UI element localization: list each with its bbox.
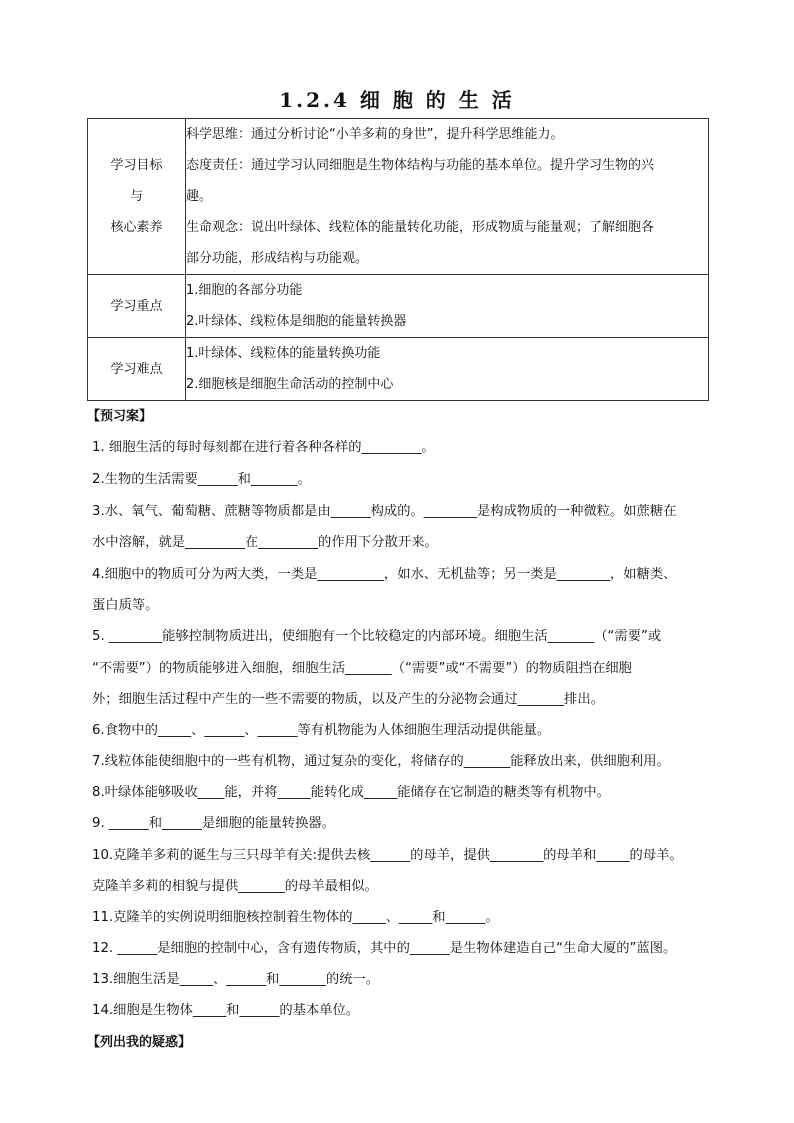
- question-line: 5. ________能够控制物质进出，使细胞有一个比较稳定的内部环境。细胞生活_______（“需要”或: [92, 629, 662, 644]
- page-title: 1.2.4 细 胞 的 生 活: [279, 88, 515, 112]
- question-line: 10.克隆羊多莉的诞生与三只母羊有关:提供去核______的母羊，提供________的母羊和_____的母羊。: [92, 848, 683, 863]
- question-line: 14.细胞是生物体_____和______的基本单位。: [92, 1003, 360, 1018]
- question-line: 外；细胞生活过程中产生的一些不需要的物质，以及产生的分泌物会通过_______排出。: [92, 692, 604, 707]
- question-line: 1. 细胞生活的每时每刻都在进行着各种各样的_________。: [92, 440, 435, 455]
- difficulties-body-cell: [186, 338, 709, 401]
- question-line: 8.叶绿体能够吸收____能，并将_____能转化成_____能储存在它制造的糖类等有机物中。: [92, 785, 610, 800]
- question-line: 2.生物的生活需要______和_______。: [92, 472, 311, 487]
- key-points-body-cell: [186, 275, 709, 338]
- difficulties-header-cell: [88, 338, 186, 401]
- question-line: 11.克隆羊的实例说明细胞核控制着生物体的_____、_____和______。: [92, 910, 499, 925]
- question-line: 3.水、氧气、葡萄糖、蔗糖等物质都是由______构成的。________是构成物质的一种微粒。如蔗糖在: [92, 504, 677, 519]
- goals-line: 生命观念：说出叶绿体、线粒体的能量转化功能，形成物质与能量观；了解细胞各: [186, 220, 655, 235]
- table-row-key-points: [88, 275, 709, 338]
- key-points-header-cell: [88, 275, 186, 338]
- question-line: 12. ______是细胞的控制中心，含有遗传物质，其中的______是生物体建造自己“生命大厦的”蓝图。: [92, 941, 677, 956]
- goals-line: 趣。: [186, 189, 213, 204]
- key-points-header: 学习重点: [110, 298, 163, 314]
- question-line: 4.细胞中的物质可分为两大类，一类是__________，如水、无机盐等；另一类是________，如糖类、: [92, 567, 677, 582]
- question-line: 9. ______和______是细胞的能量转换器。: [92, 816, 335, 831]
- question-line: 7.线粒体能使细胞中的一些有机物，通过复杂的变化，将储存的_______能释放出来，供细胞利用。: [92, 754, 670, 769]
- question-line: 水中溶解，就是_________在_________的作用下分散开来。: [92, 535, 438, 550]
- question-line: 蛋白质等。: [92, 598, 159, 613]
- goals-line: 部分功能，形成结构与功能观。: [186, 251, 369, 266]
- preview-heading: 【预习案】: [87, 409, 153, 424]
- table-row-difficulties: [88, 338, 709, 401]
- key-points-line: 2.叶绿体、线粒体是细胞的能量转换器: [186, 314, 407, 329]
- key-points-line: 1.细胞的各部分功能: [186, 283, 303, 298]
- question-line: 13.细胞生活是_____、______和_______的统一。: [92, 972, 380, 987]
- goals-header-line: 与: [129, 189, 143, 204]
- question-line: “不需要”）的物质能够进入细胞，细胞生活_______（“需要”或“不需要”）的物质阻挡在细胞: [92, 661, 632, 676]
- question-line: 6.食物中的_____、______、______等有机物能为人体细胞生理活动提供能量。: [92, 723, 551, 738]
- goals-header-cell: [88, 119, 186, 275]
- doubts-heading: 【列出我的疑惑】: [87, 1035, 192, 1050]
- table-row-goals: [88, 119, 709, 275]
- question-line: 克隆羊多莉的相貌与提供_______的母羊最相似。: [92, 879, 378, 894]
- goals-header-line: 核心素养: [110, 220, 163, 235]
- learning-goals-table: [87, 118, 709, 401]
- goals-line: 态度责任：通过学习认同细胞是生物体结构与功能的基本单位。提升学习生物的兴: [186, 158, 655, 173]
- goals-line: 科学思维：通过分析讨论“小羊多莉的身世”，提升科学思维能力。: [186, 127, 564, 142]
- goals-body-cell: [186, 119, 709, 275]
- goals-header-line: 学习目标: [110, 158, 163, 173]
- difficulties-line: 2.细胞核是细胞生命活动的控制中心: [186, 377, 394, 392]
- difficulties-line: 1.叶绿体、线粒体的能量转换功能: [186, 346, 381, 361]
- difficulties-header: 学习难点: [110, 361, 163, 377]
